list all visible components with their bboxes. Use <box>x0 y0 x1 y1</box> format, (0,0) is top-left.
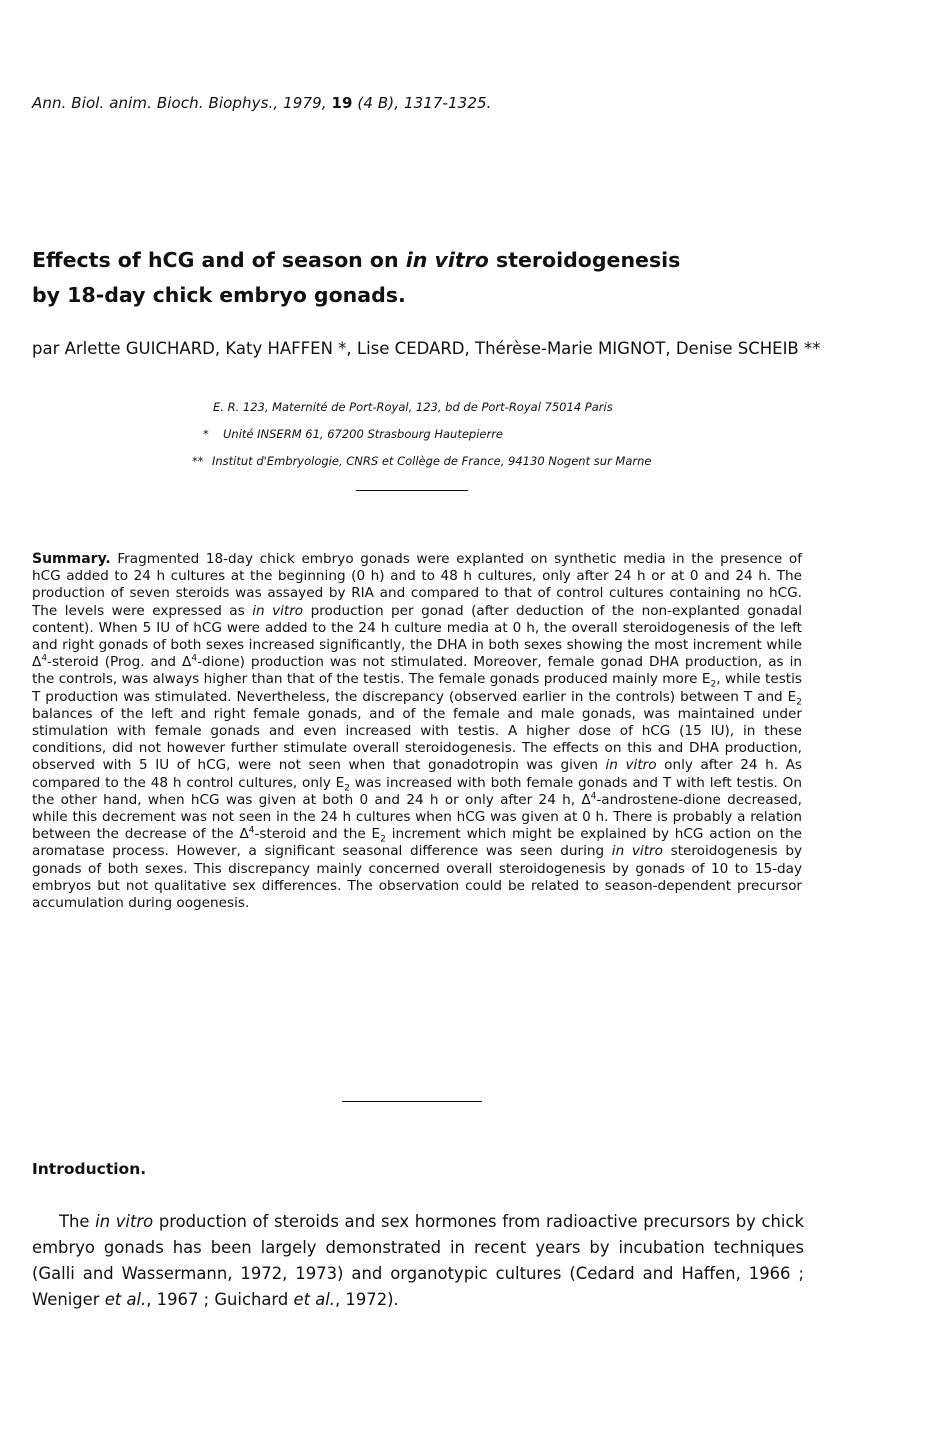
summary-text: Fragmented 18-day chick embryo gonads were explanted on synthetic media in the presence of hCG added to 24 h cultures at the beginning (0 h) and to 48 h cultures, only after 24 h or at 0 and 24 h. The production of seven steroids was assayed by RIA and compared to that of control cultures containing no hCG. The levels were expressed as <box>32 551 802 619</box>
summary-italic: in vitro <box>252 602 304 619</box>
intro-text: , 1972). <box>335 1290 399 1309</box>
intro-text: The <box>59 1212 96 1231</box>
title-italic: in vitro <box>405 248 489 272</box>
affiliation-3 <box>192 453 651 469</box>
citation-year: , 1979, <box>273 94 332 112</box>
subscript: 2 <box>380 834 386 845</box>
affiliation-text: E. R. 123, Maternité de Port-Royal, 123, bd de Port-Royal 75014 Paris <box>213 400 613 414</box>
subscript: 2 <box>796 697 802 708</box>
affiliation-text: Unité INSERM 61, 67200 Strasbourg Hautepierre <box>223 427 504 441</box>
citation-volume: 19 <box>331 94 353 112</box>
title-part1: Effects of hCG and of season on <box>32 248 406 272</box>
summary-italic: in vitro <box>611 843 663 860</box>
section-divider <box>356 490 468 491</box>
summary-label: Summary. <box>32 551 111 567</box>
summary-text: -steroid and the E <box>254 826 381 843</box>
journal-name: Ann. Biol. anim. Bioch. Biophys. <box>32 94 274 112</box>
paper-title <box>32 243 852 313</box>
affiliation-mark: ** <box>192 454 204 468</box>
introduction-paragraph <box>32 1209 804 1313</box>
title-part2: steroidogenesis <box>488 248 681 272</box>
summary-text: increment which might be explained by hCG action on the aromatase process. However, a significant seasonal difference was seen during <box>32 826 802 860</box>
superscript: 4 <box>590 791 597 802</box>
summary-text: balances of the left and right female gonads, and of the female and male gonads, was maintained under stimulation with female gonads and even increased with testis. A higher dose of hCG (15 IU), in these conditions, did not however further stimulate overall steroidogenesis. The effects on this and DHA production, observed with 5 IU of hCG, were not seen when that gonadotropin was given <box>32 705 802 774</box>
summary-text: only after 24 h. As compared to the 48 h control cultures, only E <box>32 757 802 791</box>
summary-text: -dione) production was not stimulated. Moreover, female gonad DHA production, as in the controls, was always higher than that of the testis. The female gonads produced mainly more E <box>32 654 802 688</box>
intro-italic: et al. <box>293 1290 336 1309</box>
intro-italic: in vitro <box>95 1212 154 1231</box>
citation-issue-pages: (4 B), 1317-1325. <box>352 94 492 112</box>
introduction-heading: Introduction. <box>32 1160 147 1178</box>
affiliation-mark: * <box>203 427 209 441</box>
superscript: 4 <box>248 825 255 836</box>
summary-text: steroidogenesis by gonads of both sexes. This discrepancy mainly concerned overall steroidogenesis by gonads of 10 to 15-day embryos but not qualitative sex differences. The observation could be related to season-dependent precursor accumulation during oogenesis. <box>32 843 802 912</box>
intro-text: production of steroids and sex hormones from radioactive precursors by chick embryo gonads has been largely demonstrated in recent years by incubation techniques (Galli and Wassermann, 1972, 1973) and organotypic cultures (Cedard and Haffen, 1966 ; Weniger <box>32 1212 804 1309</box>
journal-citation <box>32 94 492 112</box>
author-list: par Arlette GUICHARD, Katy HAFFEN *, Lise CEDARD, Thérèse-Marie MIGNOT, Denise SCHEIB ** <box>32 339 821 358</box>
summary-italic: in vitro <box>605 757 657 774</box>
summary-text: , while testis T production was stimulated. Nevertheless, the discrepancy (observed earlier in the controls) between T and E <box>32 671 802 705</box>
intro-text: , 1967 ; Guichard <box>146 1290 294 1309</box>
subscript: 2 <box>710 680 717 691</box>
summary-paragraph <box>32 551 802 912</box>
title-line2: by 18-day chick embryo gonads. <box>32 283 406 307</box>
summary-text: was increased with both female gonads and T with left testis. On the other hand, when hCG was given at both 0 and 24 h or only after 24 h, Δ <box>32 774 803 808</box>
superscript: 4 <box>191 653 198 664</box>
intro-italic: et al. <box>104 1290 147 1309</box>
affiliation-2 <box>203 426 503 442</box>
section-divider <box>342 1101 482 1102</box>
affiliation-text: Institut d'Embryologie, CNRS et Collège de France, 94130 Nogent sur Marne <box>212 454 652 468</box>
summary-text: -androstene-dione decreased, while this decrement was not seen in the 24 h cultures when hCG was given at 0 h. There is probably a relation between the decrease of the Δ <box>32 791 802 843</box>
affiliation-1 <box>213 399 613 415</box>
subscript: 2 <box>344 783 350 794</box>
summary-text: -steroid (Prog. and Δ <box>47 654 192 671</box>
superscript: 4 <box>41 653 48 664</box>
summary-text: production per gonad (after deduction of the non-explanted gonadal content). When 5 IU of hCG were added to the 24 h culture media at 0 h, the overall steroidogenesis of the left and right gonads of both sexes increased significantly, the DHA in both sexes showing the most increment while Δ <box>32 602 802 671</box>
